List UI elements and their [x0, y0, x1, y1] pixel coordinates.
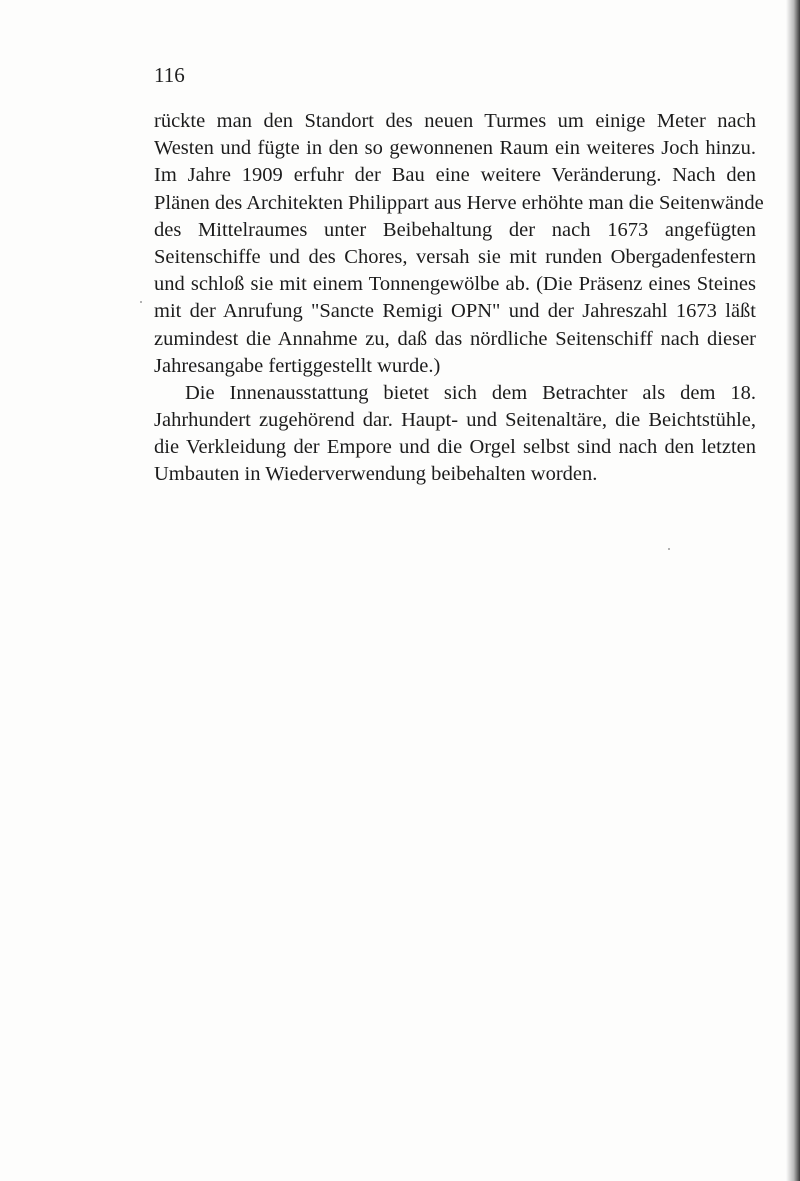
- page-edge-shadow: [786, 0, 800, 1181]
- text-line: rückte man den Standort des neuen Turmes um einige Meter nach: [154, 110, 756, 132]
- text-line: des Mittelraumes unter Beibehaltung der nach 1673 angefügten: [154, 218, 756, 241]
- page-number: 116: [154, 63, 185, 87]
- text-line: Im Jahre 1909 erfuhr der Bau eine weitere Veränderung. Nach den: [154, 164, 756, 187]
- paragraph: [154, 380, 756, 489]
- text-line: zumindest die Annahme zu, daß das nördliche Seitenschiff nach dieser: [154, 327, 756, 350]
- text-line: Die Innenausstattung bietet sich dem Betrachter als dem 18.: [185, 381, 756, 404]
- scan-speck: [140, 301, 142, 303]
- text-line: die Verkleidung der Empore und die Orgel selbst sind nach den letzten: [154, 436, 756, 459]
- text-line: Seitenschiffe und des Chores, versah sie mit runden Obergadenfestern: [154, 245, 756, 268]
- text-line: mit der Anrufung "Sancte Remigi OPN" und der Jahreszahl 1673 läßt: [154, 300, 756, 323]
- text-line: Jahresangabe fertiggestellt wurde.): [154, 354, 441, 377]
- body-text: [154, 108, 764, 489]
- text-line: und schloß sie mit einem Tonnengewölbe ab. (Die Präsenz eines Steines: [154, 273, 756, 296]
- text-line: Westen und fügte in den so gewonnenen Raum ein weiteres Joch hinzu.: [154, 137, 756, 160]
- text-line: Jahrhundert zugehörend dar. Haupt- und Seitenaltäre, die Beichtstühle,: [154, 409, 756, 432]
- paragraph: [154, 108, 764, 380]
- scan-speck: [668, 548, 670, 550]
- text-line: Plänen des Architekten Philippart aus Herve erhöhte man die Seitenwände: [154, 191, 764, 214]
- text-line: Umbauten in Wiederverwendung beibehalten worden.: [154, 463, 598, 486]
